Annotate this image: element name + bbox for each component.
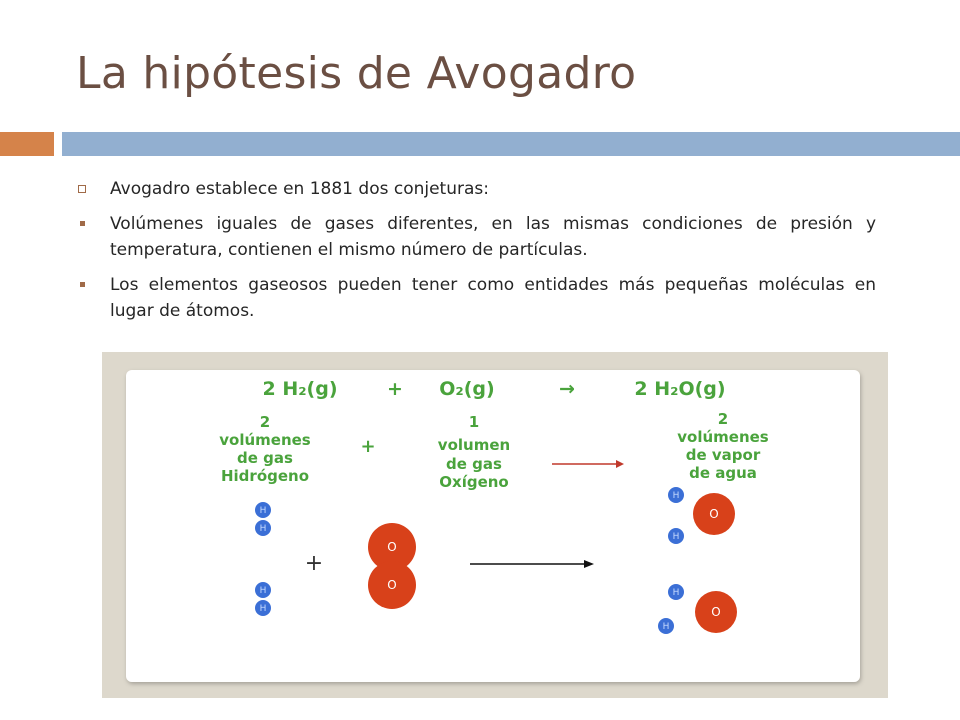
water-label-line: de agua (689, 464, 757, 482)
accent-bar-blue (62, 132, 960, 156)
bullet-item (76, 176, 876, 202)
hydrogen-label-line: 2 (259, 413, 271, 431)
diagram-panel (126, 370, 860, 682)
accent-bar-orange (0, 132, 54, 156)
atom-label-h: H (259, 586, 267, 596)
atom-label-o: O (709, 507, 719, 521)
atom-label-h: H (672, 491, 680, 501)
bullet-list (76, 176, 876, 333)
bullet-text: Volúmenes iguales de gases diferentes, en las mismas condiciones de presión y temperatura, contienen el mismo número de partículas. (110, 214, 876, 260)
avogadro-diagram (102, 352, 888, 698)
water-label-line: de vapor (685, 446, 761, 464)
bullet-item (76, 272, 876, 324)
atom-label-h: H (259, 524, 267, 534)
bullet-text: Avogadro establece en 1881 dos conjeturas: (110, 179, 489, 199)
oxygen-label-line: de gas (446, 455, 502, 473)
oxygen-label-line: Oxígeno (439, 473, 509, 491)
diagram-canvas (102, 352, 888, 698)
equation-plus: + (387, 378, 403, 400)
bullet-text: Los elementos gaseosos pueden tener como entidades más pequeñas moléculas en lugar de átomos. (110, 275, 876, 321)
filled-square-bullet-icon (80, 221, 85, 226)
hollow-square-bullet-icon (78, 185, 86, 193)
filled-square-bullet-icon (80, 282, 85, 287)
hydrogen-label-line: volúmenes (219, 431, 311, 449)
equation-term-oxygen: O₂(g) (439, 378, 495, 400)
hydrogen-label-line: Hidrógeno (220, 467, 310, 485)
water-label-line: 2 (717, 410, 729, 428)
atom-label-h: H (259, 604, 267, 614)
equation-term-water: 2 H₂O(g) (634, 378, 726, 400)
oxygen-label-line: 1 (468, 413, 480, 431)
atom-label-h: H (672, 532, 680, 542)
hydrogen-label-line: de gas (237, 449, 293, 467)
atom-label-h: H (672, 588, 680, 598)
label-plus: + (360, 436, 376, 457)
molecules-plus: + (304, 551, 324, 576)
atom-label-o: O (387, 540, 397, 554)
water-label-line: volúmenes (677, 428, 769, 446)
atom-label-o: O (711, 605, 721, 619)
slide-title: La hipótesis de Avogadro (76, 48, 637, 99)
oxygen-label-line: volumen (437, 436, 511, 454)
bullet-item (76, 211, 876, 263)
equation-term-hydrogen: 2 H₂(g) (262, 378, 338, 400)
equation-arrow: → (559, 378, 575, 400)
atom-label-h: H (259, 506, 267, 516)
atom-label-o: O (387, 578, 397, 592)
atom-label-h: H (662, 622, 670, 632)
